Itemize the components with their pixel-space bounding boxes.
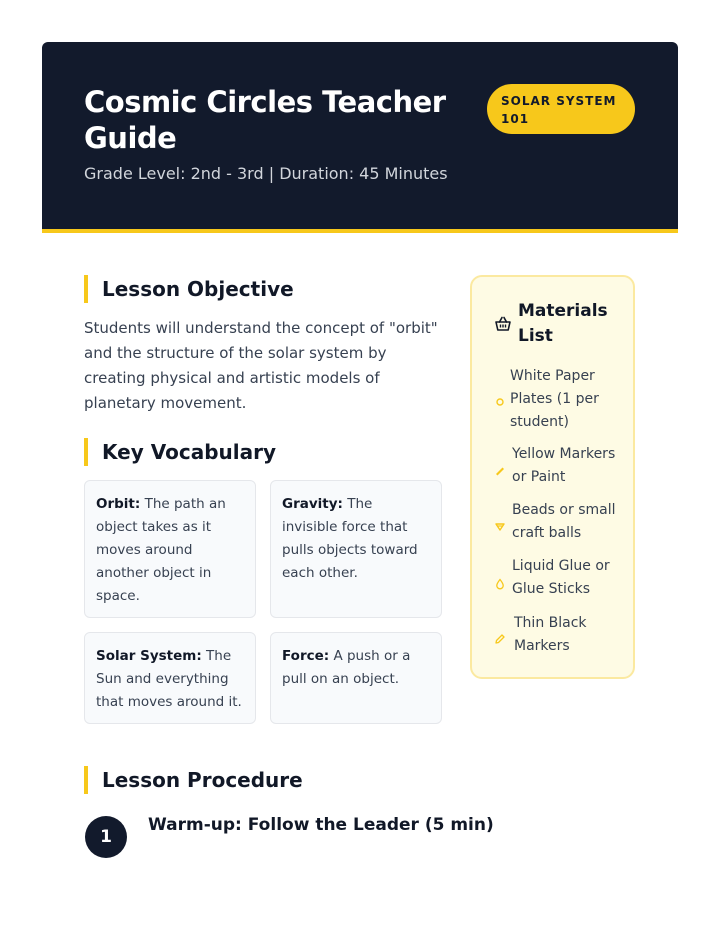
vocab-definition: The path an object takes as it moves around another object in space. [96, 496, 226, 604]
marker-icon [494, 461, 506, 473]
material-label: Liquid Glue or Glue Sticks [512, 558, 610, 597]
materials-heading: Materials List [518, 301, 608, 346]
material-item [494, 555, 624, 603]
vocab-card-gravity [270, 480, 442, 618]
vocab-term: Gravity: [282, 496, 343, 512]
vocab-term: Force: [282, 648, 330, 664]
material-item [494, 499, 624, 547]
header-banner [42, 42, 678, 233]
vocabulary-heading: Key Vocabulary [84, 438, 276, 466]
step-title: Warm-up: Follow the Leader (5 min) [148, 815, 494, 835]
glue-drop-icon [494, 575, 506, 587]
material-item [494, 443, 624, 491]
vocab-term: Solar System: [96, 648, 202, 664]
basket-icon [494, 315, 512, 333]
materials-panel [470, 275, 635, 679]
material-label: White Paper Plates (1 per student) [510, 368, 599, 430]
material-item [494, 612, 624, 660]
material-item [494, 365, 624, 435]
vocab-term: Orbit: [96, 496, 141, 512]
vocab-card-solar-system [84, 632, 256, 724]
material-label: Thin Black Markers [514, 615, 587, 654]
topic-badge: SOLAR SYSTEM 101 [487, 84, 635, 134]
objective-heading: Lesson Objective [84, 275, 294, 303]
procedure-heading: Lesson Procedure [84, 766, 303, 794]
objective-text: Students will understand the concept of "orbit" and the structure of the solar system by creating physical and artistic models of planetary movement. [84, 319, 438, 412]
vocab-definition: The Sun and everything that moves around it. [96, 648, 242, 710]
material-label: Beads or small craft balls [512, 502, 616, 541]
vocab-definition: A push or a pull on an object. [282, 648, 411, 687]
vocab-definition: The invisible force that pulls objects toward each other. [282, 496, 418, 581]
material-label: Yellow Markers or Paint [512, 446, 616, 485]
pen-icon [494, 630, 506, 642]
circle-icon [494, 393, 506, 405]
step-number: 1 [85, 816, 127, 858]
vocab-card-force [270, 632, 442, 724]
page-title: Cosmic Circles Teacher Guide [84, 85, 446, 155]
vocab-card-orbit [84, 480, 256, 618]
page-subtitle: Grade Level: 2nd - 3rd | Duration: 45 Minutes [84, 164, 448, 183]
beads-icon [494, 517, 506, 529]
